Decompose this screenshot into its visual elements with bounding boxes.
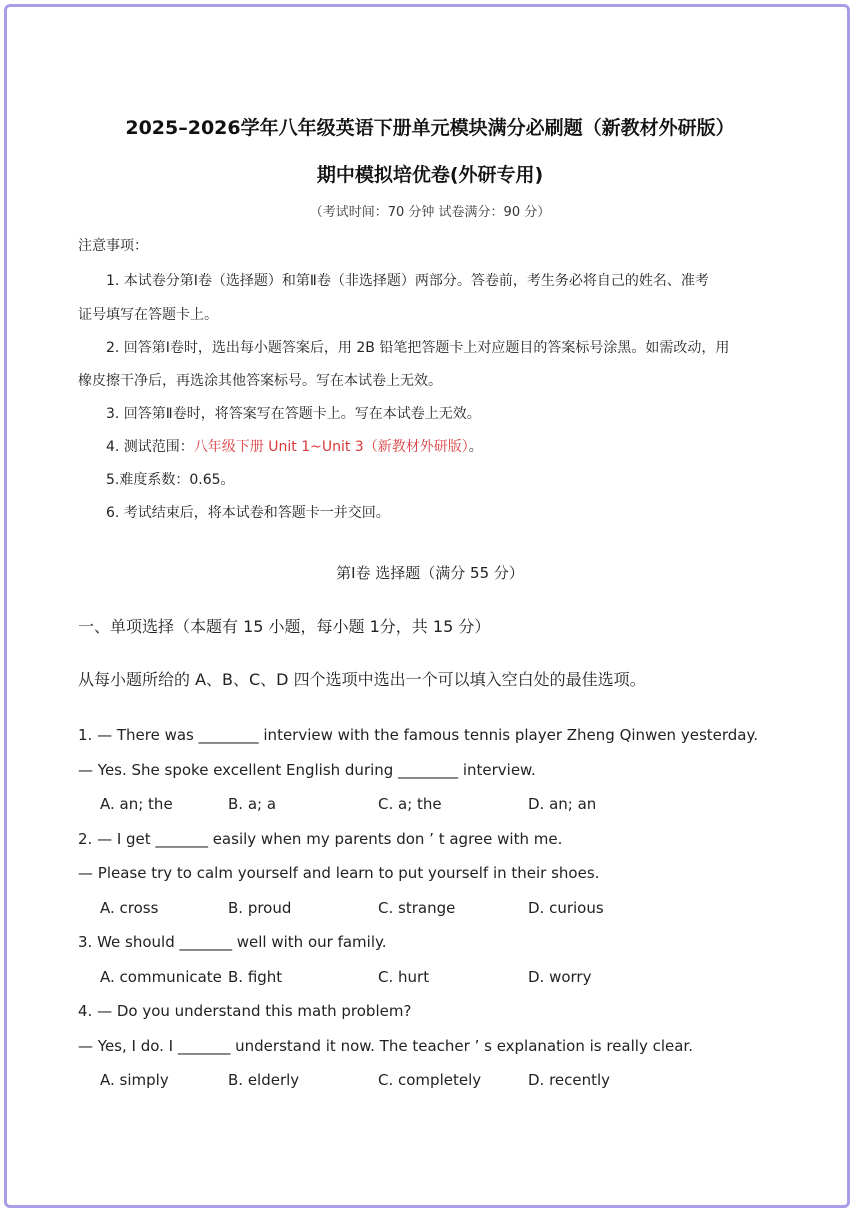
question-3-line-1: 3. We should _______ well with our family. — [78, 933, 387, 951]
note-5: 5.难度系数：0.65。 — [106, 472, 235, 488]
question-1-line-1: 1. — There was ________ interview with the famous tennis player Zheng Qinwen yesterday. — [78, 726, 758, 744]
note-1-line-2: 证号填写在答题卡上。 — [78, 307, 218, 323]
exam-title: 2025–2026学年八年级英语下册单元模块满分必刷题（新教材外研版） — [125, 117, 735, 139]
exam-info: （考试时间：70 分钟 试卷满分：90 分） — [309, 205, 551, 220]
question-1-line-2: — Yes. She spoke excellent English during ________ interview. — [78, 761, 536, 779]
note-3: 3. 回答第Ⅱ卷时，将答案写在答题卡上。写在本试卷上无效。 — [106, 406, 481, 422]
question-2-option-b: B. proud — [228, 899, 292, 917]
question-1-option-b: B. a; a — [228, 795, 277, 813]
question-4-line-1: 4. — Do you understand this math problem? — [78, 1002, 412, 1020]
question-1-option-d: D. an; an — [528, 795, 597, 813]
question-2-line-1: 2. — I get _______ easily when my parents don ’ t agree with me. — [78, 830, 563, 848]
note-6: 6. 考试结束后，将本试卷和答题卡一并交回。 — [106, 505, 390, 521]
question-1-option-c: C. a; the — [378, 795, 442, 813]
question-4-option-c: C. completely — [378, 1071, 482, 1089]
question-2-option-c: C. strange — [378, 899, 456, 917]
note-4-prefix: 4. 测试范围： — [106, 439, 194, 455]
section-title: 第Ⅰ卷 选择题（满分 55 分） — [336, 564, 524, 582]
note-4 — [106, 436, 483, 456]
note-4-suffix: 。 — [468, 439, 483, 455]
part-instruction: 从每小题所给的 A、B、C、D 四个选项中选出一个可以填入空白处的最佳选项。 — [78, 670, 646, 689]
note-2-line-1: 2. 回答第Ⅰ卷时，选出每小题答案后，用 2B 铅笔把答题卡上对应题目的答案标号涂黑。如需改动，用 — [106, 340, 730, 356]
notes-heading: 注意事项： — [78, 238, 148, 254]
note-2-line-2: 橡皮擦干净后，再选涂其他答案标号。写在本试卷上无效。 — [78, 373, 442, 389]
question-2-option-d: D. curious — [528, 899, 604, 917]
question-4-line-2: — Yes, I do. I _______ understand it now. The teacher ’ s explanation is really clear. — [78, 1037, 693, 1055]
part-title: 一、单项选择（本题有 15 小题，每小题 1分，共 15 分） — [78, 617, 491, 636]
question-3-option-d: D. worry — [528, 968, 592, 986]
question-3-option-b: B. fight — [228, 968, 283, 986]
question-1-option-a: A. an; the — [100, 795, 173, 813]
question-3-option-a: A. communicate — [100, 968, 222, 986]
question-2-option-a: A. cross — [100, 899, 159, 917]
question-3-option-c: C. hurt — [378, 968, 430, 986]
exam-subtitle: 期中模拟培优卷(外研专用) — [316, 164, 544, 186]
question-4-option-b: B. elderly — [228, 1071, 300, 1089]
note-4-test-range: 八年级下册 Unit 1~Unit 3（新教材外研版） — [193, 439, 469, 455]
question-4-option-a: A. simply — [100, 1071, 169, 1089]
question-2-line-2: — Please try to calm yourself and learn to put yourself in their shoes. — [78, 864, 600, 882]
question-4-option-d: D. recently — [528, 1071, 611, 1089]
note-1-line-1: 1. 本试卷分第Ⅰ卷（选择题）和第Ⅱ卷（非选择题）两部分。答卷前，考生务必将自己的姓名、准考 — [106, 273, 709, 289]
